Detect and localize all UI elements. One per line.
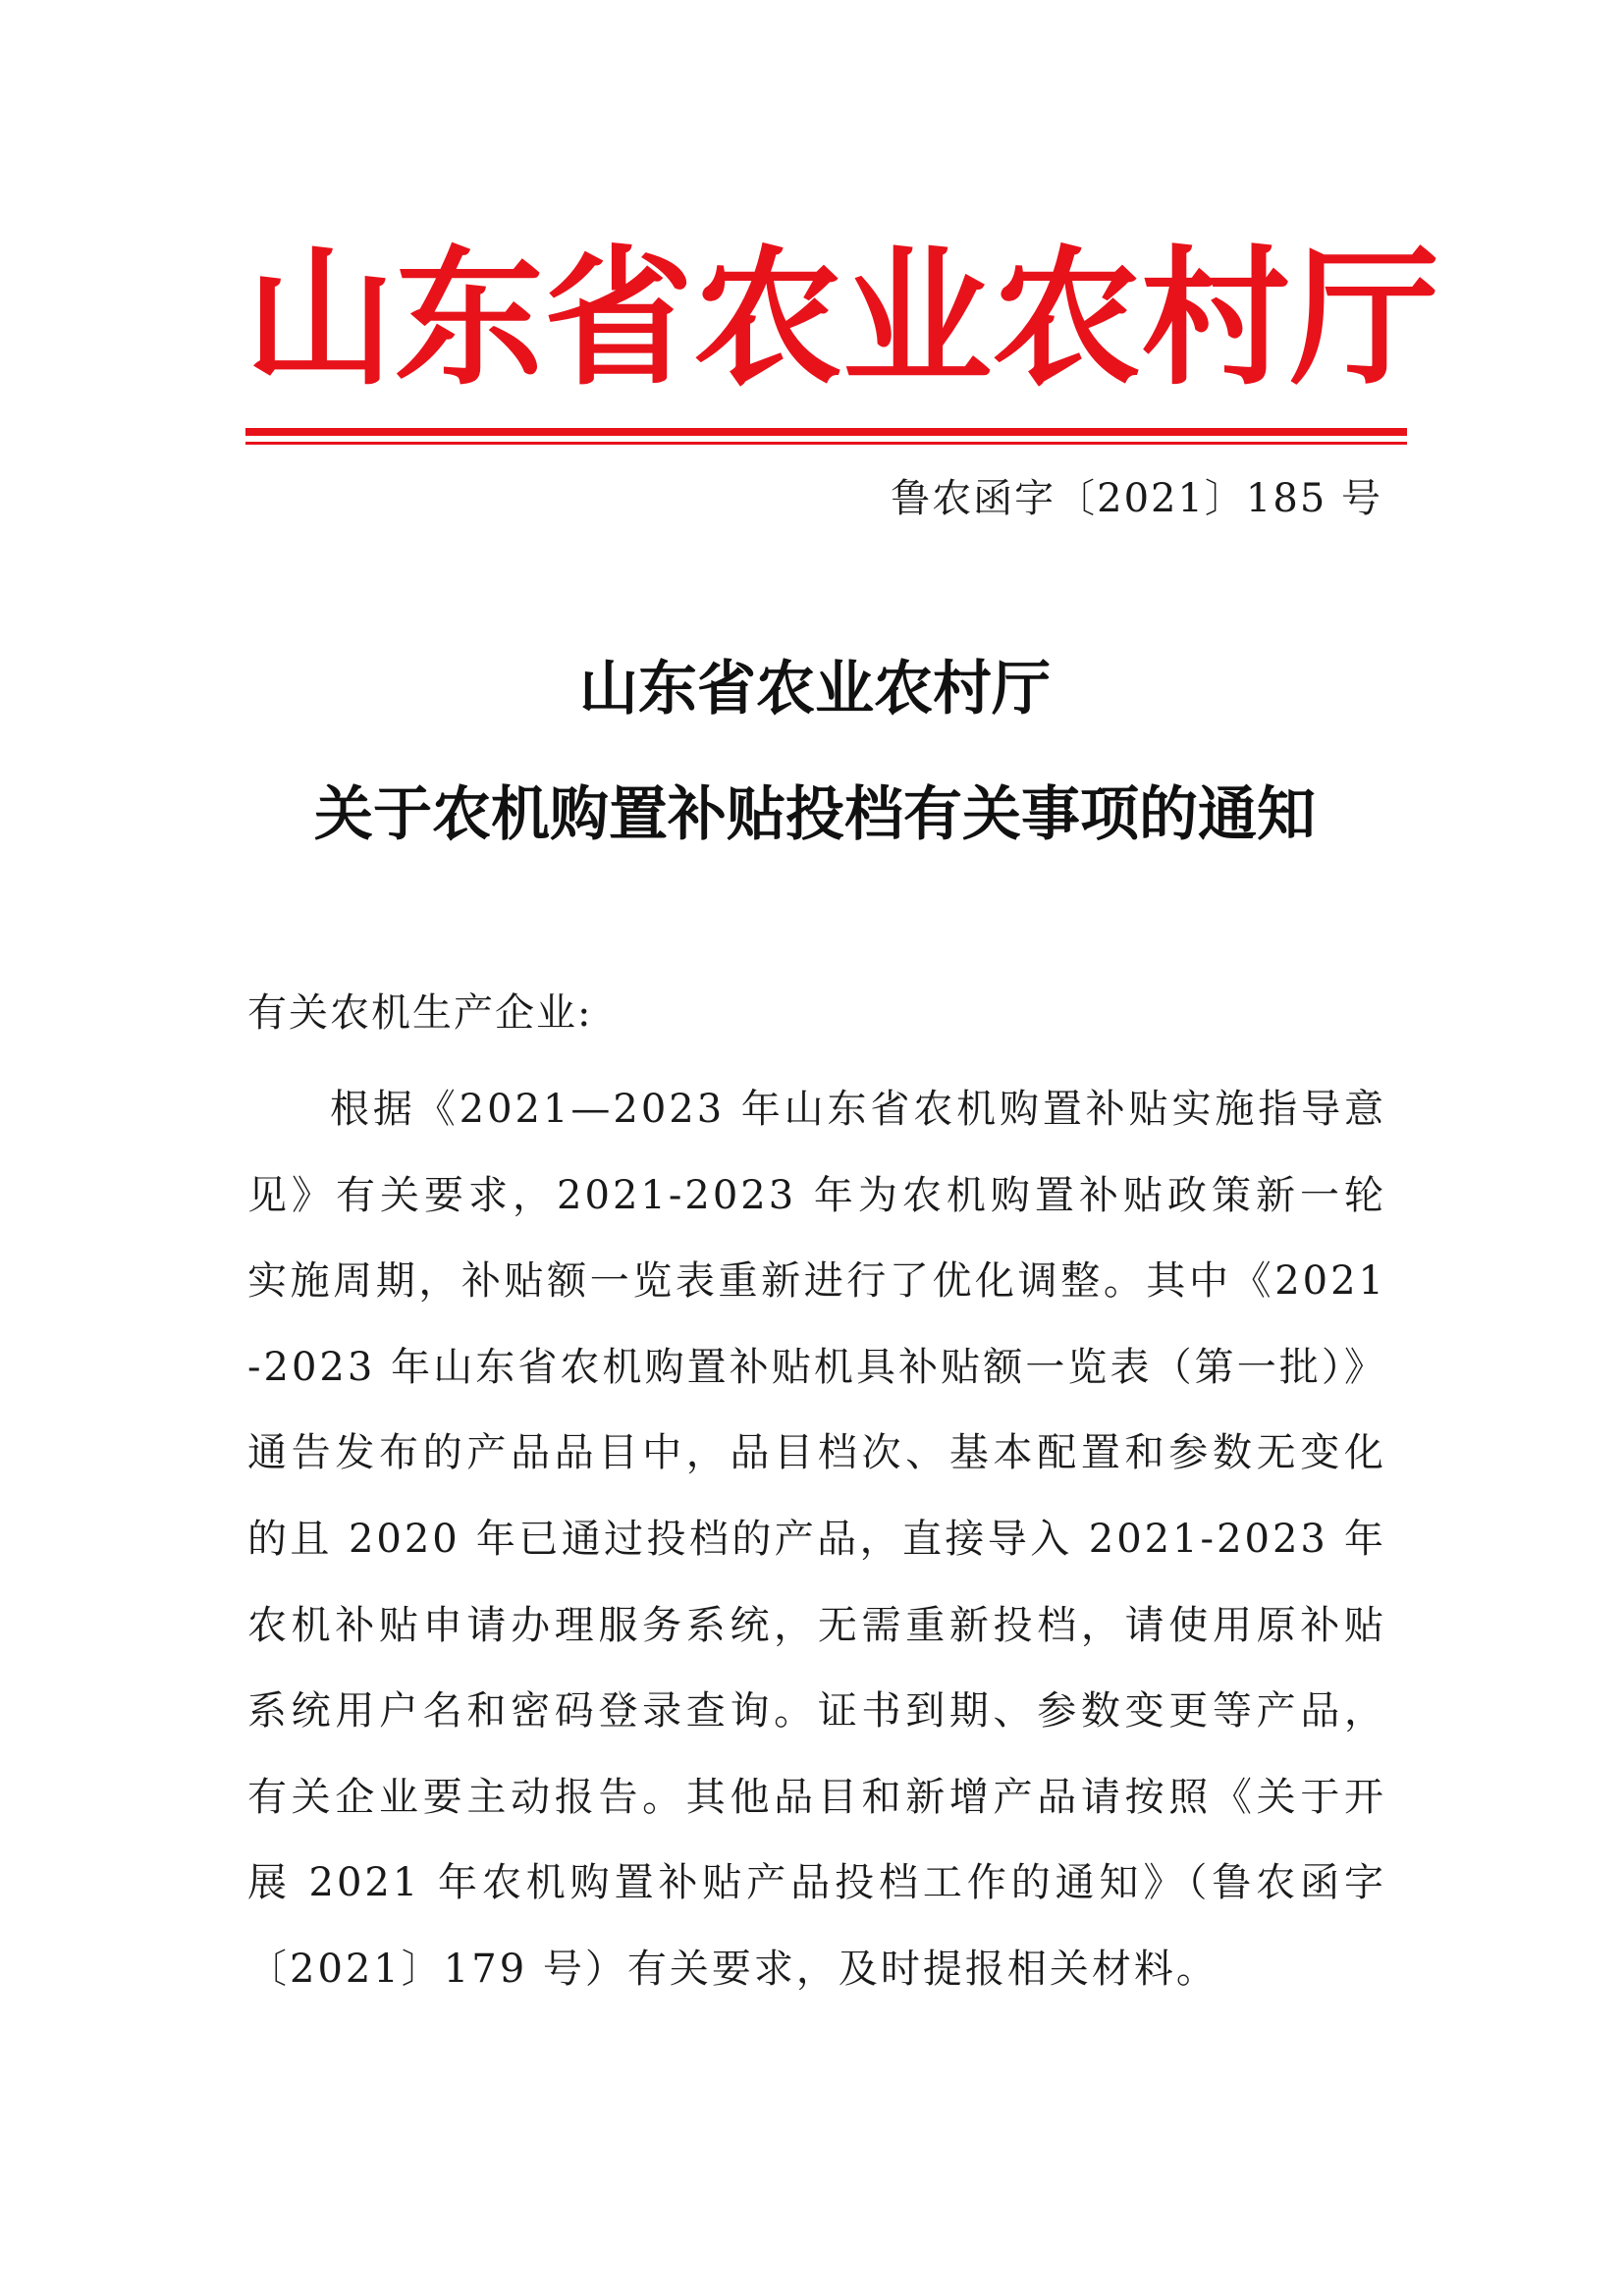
document-title-line-1: 山东省农业农村厅: [579, 655, 1051, 723]
letterhead-red-rule-thin: [245, 442, 1407, 445]
document-number: 鲁农函字〔2021〕185 号: [891, 476, 1382, 521]
letterhead-red-rule-thick: [245, 428, 1407, 436]
document-title-line-2: 关于农机购置补贴投档有关事项的通知: [314, 780, 1316, 849]
salutation: 有关农机生产企业:: [247, 990, 593, 1036]
body-paragraph: 根据《2021—2023 年山东省农机购置补贴实施指导意见》有关要求，2021-2023 年为农机购置补贴政策新一轮实施周期，补贴额一览表重新进行了优化调整。其中《2021-2023 年山东省农机购置补贴机具补贴额一览表（第一批）》通告发布的产品品目中，品目档次、基本配置和参数无变化的且 2020 年已通过投档的产品，直接导入 2021-2023 年农机补贴申请办理服务系统，无需重新投档，请使用原补贴系统用户名和密码登录查询。证书到期、参数变更等产品，有关企业要主动报告。其他品目和新增产品请按照《关于开展 2021 年农机购置补贴产品投档工作的通知》（鲁农函字〔2021〕179 号）有关要求，及时提报相关材料。: [247, 1087, 1386, 1992]
letterhead-org-name: 山东省农业农村厅: [245, 232, 1439, 405]
